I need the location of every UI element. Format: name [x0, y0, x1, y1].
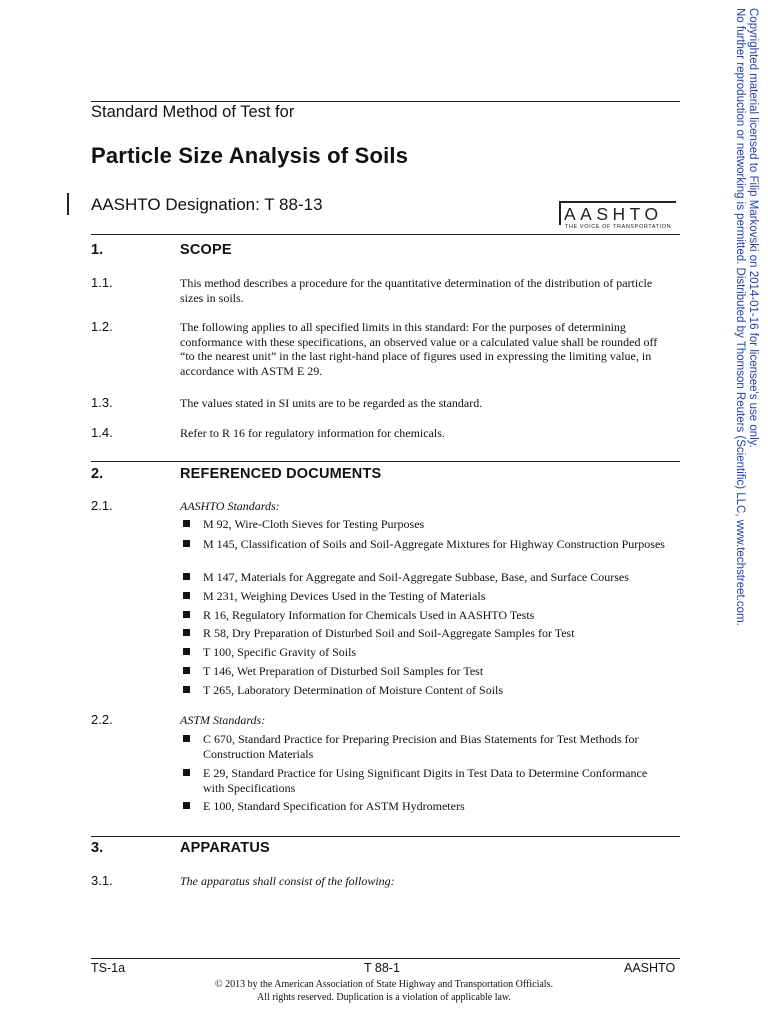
list-item: M 147, Materials for Aggregate and Soil-Aggregate Subbase, Base, and Surface Courses: [183, 570, 668, 585]
aashto-logo: [559, 201, 676, 231]
paragraph-text: This method describes a procedure for the quantitative determination of the distribution of particle sizes in soils.: [180, 276, 653, 305]
bullet-icon: [183, 735, 190, 742]
bullet-icon: [183, 769, 190, 776]
license-line-2: No further reproduction or networking is permitted. Distributed by Thomson Reuters (Scientific) LLC, www.techstreet.com.: [734, 8, 747, 626]
paragraph-text: Refer to R 16 for regulatory information for chemicals.: [180, 426, 445, 440]
list-item: T 100, Specific Gravity of Soils: [183, 645, 668, 660]
bullet-icon: [183, 520, 190, 527]
bullet-icon: [183, 540, 190, 547]
list-item: R 16, Regulatory Information for Chemicals Used in AASHTO Tests: [183, 608, 668, 623]
section-number: 3.: [91, 840, 104, 856]
section-number: 2.: [91, 466, 104, 482]
list-item: M 145, Classification of Soils and Soil-Aggregate Mixtures for Highway Construction Purposes: [183, 537, 668, 552]
document-title: Particle Size Analysis of Soils: [91, 143, 409, 168]
paragraph-text: The values stated in SI units are to be regarded as the standard.: [180, 396, 483, 410]
copyright-line-1: © 2013 by the American Association of State Highway and Transportation Officials.: [215, 979, 553, 990]
section-1-rule: [91, 234, 680, 235]
logo-tagline: THE VOICE OF TRANSPORTATION: [565, 224, 672, 230]
paragraph-number: 1.2.: [91, 319, 113, 334]
list-item: R 58, Dry Preparation of Disturbed Soil and Soil-Aggregate Samples for Test: [183, 626, 668, 641]
section-2-rule: [91, 461, 680, 462]
copyright-notice: [150, 978, 618, 1004]
paragraph-text: The following applies to all specified limits in this standard: For the purposes of determining conformance with these specifications, an observed value or a calculated value shall be rounded off “to the nearest unit” in the last right-hand place of figures used in expressing the limiting value, in accordance with ASTM E 29.: [180, 320, 658, 378]
list-item: M 92, Wire-Cloth Sieves for Testing Purposes: [183, 517, 668, 532]
paragraph-number: 1.1.: [91, 275, 113, 290]
copyright-line-2: All rights reserved. Duplication is a violation of applicable law.: [256, 992, 511, 1003]
list-item: T 146, Wet Preparation of Disturbed Soil Samples for Test: [183, 664, 668, 679]
section-3-rule: [91, 836, 680, 837]
license-line-1: Copyrighted material licensed to Filip Markovski on 2014-01-16 for licensee's use only.: [747, 8, 759, 448]
paragraph-number: 1.3.: [91, 395, 113, 410]
method-label: Standard Method of Test for: [91, 103, 295, 121]
aashto-designation: AASHTO Designation: T 88-13: [91, 195, 323, 214]
list-item: E 100, Standard Specification for ASTM Hydrometers: [183, 799, 668, 814]
footer-publisher: AASHTO: [624, 961, 676, 975]
footer-page-number: T 88-1: [364, 961, 400, 975]
bullet-icon: [183, 686, 190, 693]
list-item: T 265, Laboratory Determination of Moisture Content of Soils: [183, 683, 668, 698]
section-number: 1.: [91, 242, 104, 258]
bullet-icon: [183, 592, 190, 599]
bullet-icon: [183, 573, 190, 580]
astm-standards-heading: ASTM Standards:: [180, 713, 266, 727]
footer-series-code: TS-1a: [91, 961, 126, 975]
logo-wordmark: AASHTO: [564, 204, 663, 224]
header-top-rule: [91, 101, 680, 102]
paragraph-number: 1.4.: [91, 425, 113, 440]
bullet-icon: [183, 629, 190, 636]
aashto-standards-heading: AASHTO Standards:: [180, 499, 280, 513]
revision-change-bar: [67, 193, 69, 215]
section-title-scope: SCOPE: [180, 242, 232, 258]
section-title-apparatus: APPARATUS: [180, 840, 270, 856]
paragraph-number: 2.2.: [91, 712, 113, 727]
bullet-icon: [183, 648, 190, 655]
paragraph-number: 3.1.: [91, 873, 113, 888]
paragraph-text: The apparatus shall consist of the following:: [180, 874, 395, 888]
footer-rule: [91, 958, 680, 959]
bullet-icon: [183, 802, 190, 809]
bullet-icon: [183, 611, 190, 618]
list-item: E 29, Standard Practice for Using Significant Digits in Test Data to Determine Conformance with Specifications: [183, 766, 668, 795]
paragraph-number: 2.1.: [91, 498, 113, 513]
license-watermark: [734, 8, 759, 626]
list-item: C 670, Standard Practice for Preparing Precision and Bias Statements for Test Methods for Construction Materials: [183, 732, 668, 761]
bullet-icon: [183, 667, 190, 674]
list-item: M 231, Weighing Devices Used in the Testing of Materials: [183, 589, 668, 604]
section-title-referenced-documents: REFERENCED DOCUMENTS: [180, 466, 382, 482]
